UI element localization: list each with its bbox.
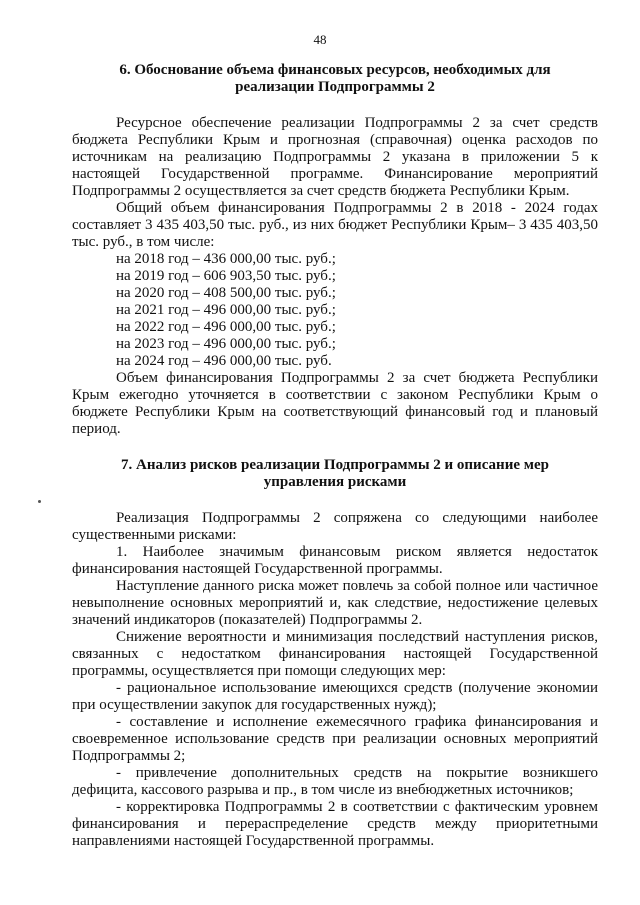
funding-by-year-list — [72, 251, 598, 370]
risk-measure-item: - рациональное использование имеющихся средств (получение экономии при осуществлении закупок для государственных нужд); — [72, 680, 598, 713]
funding-year-2022: на 2022 год – 496 000,00 тыс. руб.; — [116, 319, 336, 335]
risk-measure-item: - корректировка Подпрограммы 2 в соответствии с фактическим уровнем финансирования и перераспределение средств между приоритетными направлениями настоящей Государственной программы. — [72, 799, 598, 849]
risk-measure-item: - привлечение дополнительных средств на покрытие возникшего дефицита, кассового разрыва и пр., в том числе из внебюджетных источников; — [72, 765, 598, 798]
funding-year-2021: на 2021 год – 496 000,00 тыс. руб.; — [116, 302, 336, 318]
funding-year-2024: на 2024 год – 496 000,00 тыс. руб. — [116, 353, 332, 369]
funding-year-2019: на 2019 год – 606 903,50 тыс. руб.; — [116, 268, 336, 284]
risk-measures-list — [72, 680, 598, 850]
page-content — [72, 62, 598, 850]
section-7-paragraph-2: 1. Наиболее значимым финансовым риском является недостаток финансирования настоящей Государственной программы. — [72, 544, 598, 577]
section-6-heading: 6. Обоснование объема финансовых ресурсов, необходимых для реализации Подпрограммы 2 — [119, 62, 551, 95]
section-7-paragraph-3: Наступление данного риска может повлечь за собой полное или частичное невыполнение основных мероприятий и, как следствие, недостижение целевых значений индикаторов (показателей) Подпрограммы 2. — [72, 578, 598, 628]
section-6-paragraph-2: Общий объем финансирования Подпрограммы 2 в 2018 - 2024 годах составляет 3 435 403,50 тыс. руб., из них бюджет Республики Крым– 3 435 403,50 тыс. руб., в том числе: — [72, 200, 598, 250]
page-number: 48 — [313, 32, 327, 47]
funding-year-2023: на 2023 год – 496 000,00 тыс. руб.; — [116, 336, 336, 352]
funding-year-2020: на 2020 год – 408 500,00 тыс. руб.; — [116, 285, 336, 301]
section-7-heading: 7. Анализ рисков реализации Подпрограммы 2 и описание мер управления рисками — [121, 457, 549, 490]
risk-measure-item: - составление и исполнение ежемесячного графика финансирования и своевременное использование средств при реализации основных мероприятий Подпрограммы 2; — [72, 714, 598, 764]
section-7-paragraph-1: Реализация Подпрограммы 2 сопряжена со следующими наиболее существенными рисками: — [72, 510, 598, 543]
section-6-paragraph-1: Ресурсное обеспечение реализации Подпрограммы 2 за счет средств бюджета Республики Крым и прогнозная (справочная) оценка расходов по источникам на реализацию Подпрограммы 2 указана в приложении 5 к настоящей Государственной программе. Финансирование мероприятий Подпрограммы 2 осуществляется за счет средств бюджета Республики Крым. — [72, 115, 598, 199]
scan-artifact-dot — [38, 500, 41, 503]
funding-year-2018: на 2018 год – 436 000,00 тыс. руб.; — [116, 251, 336, 267]
section-6-paragraph-3: Объем финансирования Подпрограммы 2 за счет бюджета Республики Крым ежегодно уточняется в соответствии с законом Республики Крым о бюджете Республики Крым на соответствующий финансовый год и плановый период. — [72, 370, 598, 437]
section-7-paragraph-4: Снижение вероятности и минимизация последствий наступления рисков, связанных с недостатком финансирования настоящей Государственной программы, осуществляется при помощи следующих мер: — [72, 629, 598, 679]
